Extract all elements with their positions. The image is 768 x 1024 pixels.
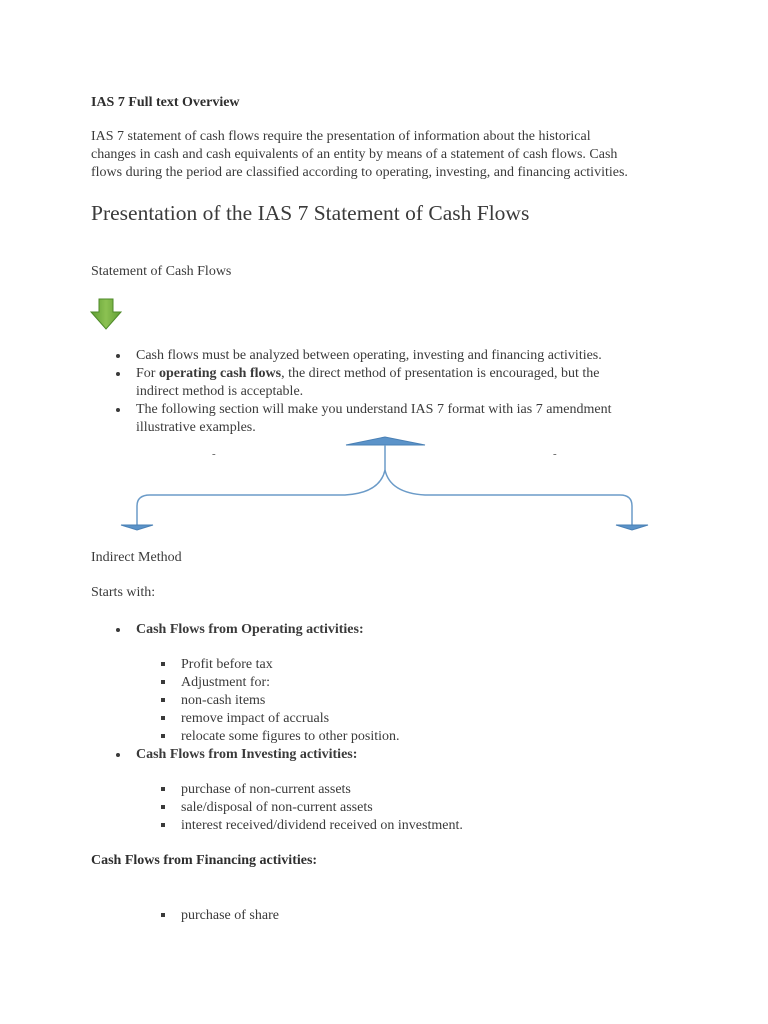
investing-items <box>91 781 711 835</box>
diagram-left-dash: - <box>212 448 216 460</box>
bullet-text: For <box>136 366 159 381</box>
bullet-text: The following section will make you understand IAS 7 format with ias 7 amendment <box>136 402 612 417</box>
list-item: purchase of share <box>91 907 711 925</box>
section-heading: Presentation of the IAS 7 Statement of Cash Flows <box>91 201 530 225</box>
bullet-text: , the direct method of presentation is encouraged, but the <box>281 366 600 381</box>
intro-paragraph <box>91 128 628 182</box>
financing-items <box>91 907 711 925</box>
list-item: interest received/dividend received on investment. <box>91 817 711 835</box>
green-down-arrow-icon <box>90 298 122 330</box>
bullet-text: Cash flows must be analyzed between operating, investing and financing activities. <box>136 348 602 363</box>
diagram-left-branch <box>137 470 385 525</box>
doc-title: IAS 7 Full text Overview <box>91 95 240 110</box>
intro-line: flows during the period are classified according to operating, investing, and financing activities. <box>91 165 628 180</box>
list-item: relocate some figures to other position. <box>91 728 711 746</box>
financing-heading: Cash Flows from Financing activities: <box>91 853 318 868</box>
investing-section <box>91 746 711 764</box>
list-item <box>91 365 711 401</box>
investing-heading: Cash Flows from Investing activities: <box>91 746 711 764</box>
operating-section <box>91 621 711 639</box>
right-arrow-icon <box>616 525 648 530</box>
list-item: Profit before tax <box>91 656 711 674</box>
bullet-bold-text: operating cash flows <box>158 366 282 381</box>
indirect-method-heading: Indirect Method <box>91 550 182 565</box>
bullet-text: illustrative examples. <box>136 420 256 435</box>
list-item <box>91 347 711 365</box>
list-item: sale/disposal of non-current assets <box>91 799 711 817</box>
operating-items <box>91 656 711 746</box>
diagram-right-dash: - <box>553 448 557 460</box>
intro-line: IAS 7 statement of cash flows require the presentation of information about the historical <box>91 129 591 144</box>
list-item: Adjustment for: <box>91 674 711 692</box>
list-item: purchase of non-current assets <box>91 781 711 799</box>
statement-subheading: Statement of Cash Flows <box>91 264 232 279</box>
diagram-right-branch <box>385 470 632 525</box>
bullet-text: indirect method is acceptable. <box>136 384 304 399</box>
intro-line: changes in cash and cash equivalents of an entity by means of a statement of cash flows. Cash <box>91 147 618 162</box>
starts-with-label: Starts with: <box>91 585 156 600</box>
operating-heading: Cash Flows from Operating activities: <box>91 621 711 639</box>
overview-bullet-list <box>91 347 711 437</box>
branch-diagram <box>0 430 768 536</box>
list-item: remove impact of accruals <box>91 710 711 728</box>
list-item: non-cash items <box>91 692 711 710</box>
top-triangle-shape <box>346 437 425 445</box>
left-arrow-icon <box>121 525 153 530</box>
